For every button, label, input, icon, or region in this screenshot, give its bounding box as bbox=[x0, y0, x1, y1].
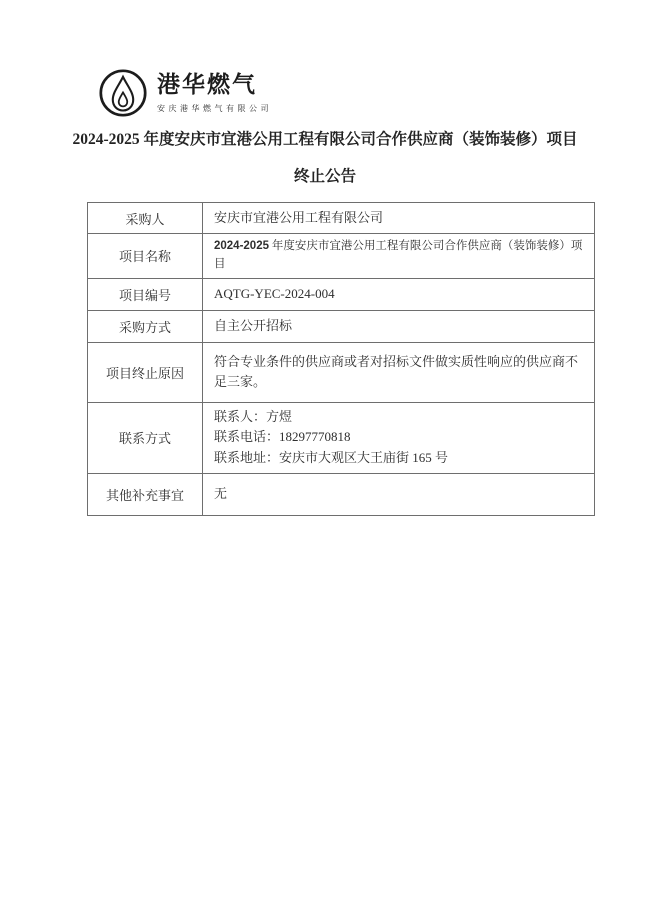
row-value: 自主公开招标 bbox=[203, 310, 595, 342]
contact-person: 联系人：方煜 bbox=[214, 408, 293, 424]
table-row bbox=[88, 278, 595, 310]
table-row bbox=[88, 234, 595, 279]
row-label: 项目编号 bbox=[88, 278, 203, 310]
row-value: 符合专业条件的供应商或者对招标文件做实质性响应的供应商不足三家。 bbox=[203, 342, 595, 402]
logo-brand-name: 港华燃气 bbox=[157, 71, 257, 97]
project-name-rest: 年度安庆市宜港公用工程有限公司合作供应商（装饰装修）项目 bbox=[214, 240, 583, 270]
row-label: 项目终止原因 bbox=[88, 342, 203, 402]
table-row bbox=[88, 203, 595, 234]
flame-in-circle-icon bbox=[98, 68, 148, 118]
company-logo bbox=[98, 68, 272, 118]
row-label: 采购方式 bbox=[88, 310, 203, 342]
table-row bbox=[88, 474, 595, 516]
row-label: 联系方式 bbox=[88, 402, 203, 473]
row-label: 采购人 bbox=[88, 203, 203, 234]
contact-phone: 联系电话：18297770818 bbox=[214, 429, 351, 445]
row-value: 安庆市宜港公用工程有限公司 bbox=[203, 203, 595, 234]
table-row bbox=[88, 310, 595, 342]
row-label: 项目名称 bbox=[88, 234, 203, 279]
table-row bbox=[88, 342, 595, 402]
page-title bbox=[30, 129, 620, 187]
contact-address: 联系地址：安庆市大观区大王庙街 165 号 bbox=[214, 450, 449, 466]
page-title-line2: 终止公告 bbox=[293, 167, 356, 185]
project-name-year: 2024-2025 bbox=[214, 240, 269, 252]
row-value: AQTG-YEC-2024-004 bbox=[203, 278, 595, 310]
row-value bbox=[203, 234, 595, 279]
page-title-line1: 2024-2025 年度安庆市宜港公用工程有限公司合作供应商（装饰装修）项目 bbox=[72, 131, 578, 148]
logo-text-block bbox=[157, 68, 272, 114]
row-value: 无 bbox=[203, 474, 595, 516]
notice-table bbox=[87, 202, 595, 516]
row-label: 其他补充事宜 bbox=[88, 474, 203, 516]
table-row bbox=[88, 402, 595, 473]
logo-company-subtitle: 安庆港华燃气有限公司 bbox=[157, 104, 272, 113]
row-value-contact bbox=[203, 402, 595, 473]
